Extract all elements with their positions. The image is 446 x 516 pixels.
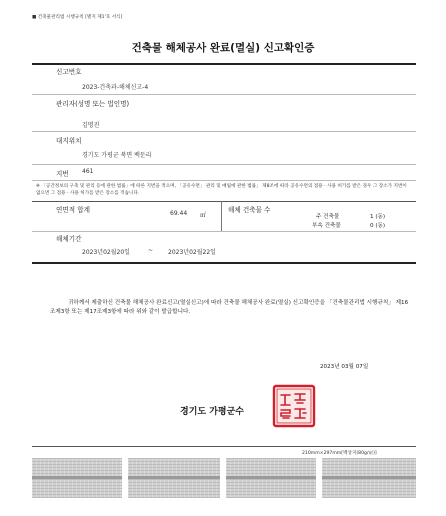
document-title: 건축물 해체공사 완료(멸실) 신고확인증 bbox=[131, 42, 315, 54]
lot-label: 지번 bbox=[56, 170, 69, 178]
row-divider bbox=[32, 231, 416, 232]
period-label: 해체기간 bbox=[56, 235, 82, 243]
period-tilde: ~ bbox=[148, 247, 154, 254]
sub-building-value: 0 (동) bbox=[370, 223, 386, 229]
column-divider bbox=[221, 201, 222, 231]
lot-value: 461 bbox=[82, 168, 94, 175]
manager-label: 관리자(성명 또는 법인명) bbox=[56, 100, 130, 108]
row-divider bbox=[32, 164, 416, 165]
report-no-value: 2023-건축과-해체신고-4 bbox=[82, 84, 149, 91]
paper-size: 210mm×297mm[백상지(80g/㎡)] bbox=[302, 451, 377, 456]
scan-strip bbox=[322, 458, 416, 498]
manager-value: 김명진 bbox=[82, 122, 100, 129]
main-building-value: 1 (동) bbox=[370, 214, 386, 220]
period-end: 2023년02월22일 bbox=[168, 249, 216, 256]
area-value: 69.44 bbox=[170, 210, 188, 217]
row-divider bbox=[32, 180, 416, 181]
site-value: 경기도 가평군 북면 백둔리 bbox=[82, 152, 152, 159]
demolition-label: 해체 건축물 수 bbox=[228, 206, 271, 214]
period-start: 2023년02월20일 bbox=[82, 249, 130, 256]
table-top-rule bbox=[32, 63, 416, 65]
form-header-note: ■ 건축물관리법 시행규칙 [별지 제1'호 서식] bbox=[32, 15, 123, 20]
certification-text: 귀하께서 제출하신 건축물 해체공사 완료신고(멸실신고)에 따라 건축물 해체공사 완료(멸실) 신고확인증을 「건축물관리법 시행규칙」 제16조제3항 또는 제17조제3항에 따라 위와 같이 발급합니다. bbox=[50, 300, 409, 315]
footer-rule bbox=[32, 446, 416, 447]
scan-strip bbox=[32, 458, 122, 498]
report-no-label: 신고번호 bbox=[56, 68, 82, 76]
row-divider bbox=[32, 94, 416, 95]
table-bottom-rule bbox=[32, 262, 416, 264]
area-label: 연면적 합계 bbox=[56, 206, 90, 214]
lot-note: ※ 「공간정보의 구축 및 관리 등에 관한 법률」에 따른 지번을 적으며, 「공유수면」 관리 및 매립에 관한 법률」 제8조에 따라 공유수면의 점용 · 사용 허가를 받은 경우 그 장소가 지번이 없으면 그 점용 · 사용 허가를 받은 장소를 적습니다. bbox=[36, 184, 407, 196]
official-seal-stamp bbox=[272, 384, 316, 428]
scan-strip bbox=[226, 458, 316, 498]
sub-building-label: 부속 건축물 bbox=[312, 223, 341, 229]
scan-strip bbox=[128, 458, 220, 498]
row-divider bbox=[32, 201, 416, 202]
site-label: 대지위치 bbox=[56, 137, 82, 145]
area-unit: ㎡ bbox=[200, 212, 207, 219]
issuer-name: 경기도 가평군수 bbox=[180, 407, 244, 417]
main-building-label: 주 건축물 bbox=[316, 214, 340, 220]
issue-date: 2023년 03월 07일 bbox=[320, 364, 369, 370]
row-divider bbox=[32, 131, 416, 132]
